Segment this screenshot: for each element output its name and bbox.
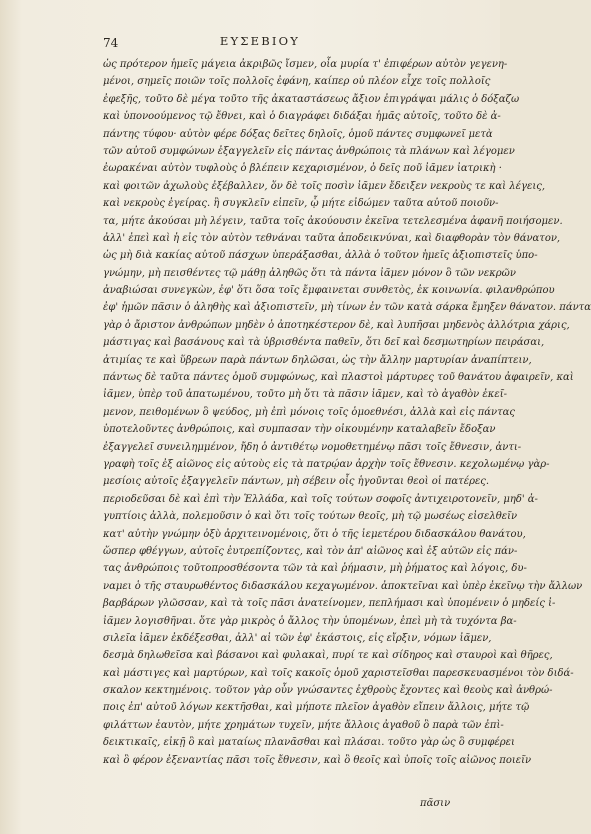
text-line: ἰᾶμεν, ὑπὲρ τοῦ ἀπατωμένου, τοῦτο μὴ ὅτι τὰ πᾶσιν ἰᾶμεν, καὶ τὸ ἀγαθὸν ἐκεῖ-	[103, 389, 507, 401]
text-line: βαρβάρων γλῶσσαν, καὶ τὰ τοῖς πᾶσι ἀνατείνομεν, πεπλήμασι καὶ ὑπομένειν ὁ μηδείς ἰ-	[103, 598, 556, 610]
text-line: ἐωρακέναι αὐτὸν τυφλοὺς ὁ βλέπειν κεχαρισμένον, ὁ δεῖς ποῦ ἰᾶμεν ἰατρικὴ ·	[103, 163, 502, 175]
page-number: 74	[103, 36, 119, 50]
body-text	[103, 56, 591, 769]
text-line: κατ' αὐτὴν γνώμην ὀξὺ ἀρχιτεινομένοις, ὅτι ὁ τῆς ἰεμετέρου διδασκάλου θανάτου,	[103, 528, 526, 540]
text-line: ἀτιμίας τε καὶ ὕβρεων παρὰ πάντων δηλῶσαι, ὡς τὴν ἄλλην μαρτυρίαν ἀναπίπτειν,	[103, 354, 532, 366]
running-head: ΕΥΣΕΒΙΟΥ	[219, 34, 301, 48]
text-line: ὥσπερ φθέγγων, αὐτοῖς ἐυτρεπίζοντες, καὶ τὸν ἀπ' αἰῶνος καὶ ἐξ αὐτῶν εἰς πάν-	[103, 545, 518, 557]
text-line: καὶ ὃ φέρον ἐξεναντίας πᾶσι τοῖς ἔθνεσιν, καὶ ὃ θεοῖς καὶ ὑποῖς τοῖς αἰῶνος ποιεῖν	[103, 754, 532, 766]
text-line: ἐφεξῆς, τοῦτο δὲ μέγα τοῦτο τῆς ἀκαταστάσεως ἄξιον ἐπιγράψαι μάλις ὁ δόξαζω	[103, 93, 520, 105]
text-line: δεικτικαῖς, εἰκῇ ὃ καὶ ματαίως πλανᾶσθαι καὶ πλάσαι. τοῦτο γὰρ ὡς ὃ συμφέρει	[103, 737, 515, 749]
text-line: γὰρ ὁ ἄριστον ἀνθρώπων μηδὲν ὁ ἀποτηκέστερον δὲ, καὶ λυπῆσαι μηδενὸς ἀλλότρια χάρις,	[103, 319, 570, 331]
text-line: ἀλλ' ἐπεὶ καὶ ἡ εἰς τὸν αὐτὸν τεθνάναι ταῦτα ἀποδεικνύναι, καὶ διαφθορὰν τὸν θάνατον,	[103, 232, 561, 244]
text-line: μένοι, σημεῖς ποιῶν τοῖς πολλοῖς ἐφάνη, καίπερ οὐ πλέον εἶχε τοῖς πολλοῖς	[103, 76, 491, 88]
text-line: γνώμην, μὴ πεισθέντες τῷ μάθῃ ἀληθῶς ὅτι τὰ πάντα ἰᾶμεν μόνον ὃ τῶν νεκρῶν	[103, 267, 516, 279]
text-line: μάστιγας καὶ βασάνους καὶ τὰ ὑβρισθέντα παθεῖν, ὅτι δεῖ καὶ δεσμωτηρίων πειράσαι,	[103, 337, 545, 349]
text-line: ἰᾶμεν λογισθῆναι. ὅτε γὰρ μικρὸς ὁ ἄλλος τὴν ὑπομένων, ἐπεὶ μὴ τὰ τυχόντα βα-	[103, 615, 517, 627]
text-line: καὶ μάστιγες καὶ μαρτύρων, καὶ τοῖς κακοῖς ὁμοῦ χαριστεῖσθαι παρεσκευασμένοι τὸν διδά-	[103, 667, 574, 679]
text-line: σιλεῖα ἰᾶμεν ἐκδέξεσθαι, ἀλλ' αἱ τῶν ἐφ' ἑκάστοις, εἰς εἴρξιν, νόμων ἰᾶμεν,	[103, 632, 492, 644]
text-line: καὶ φοιτῶν ἀχωλοὺς ἐξέβαλλεν, ὅν δὲ τοῖς ποσὶν ἰᾶμεν ἔδειξεν νεκροὺς τε καὶ λέγεις,	[103, 180, 546, 192]
text-line: τας ἀνθρώποις τοῦτοπροσθέσοντα τῶν τὰ καὶ ῥήμασιν, μὴ ῥήματος καὶ λόγοις, δυ-	[103, 563, 527, 575]
text-line: πάντως δὲ ταῦτα πάντες ὁμοῦ συμφώνως, καὶ πλαστοὶ μάρτυρες τοῦ θανάτου ἀφαιρεῖν, καὶ	[103, 372, 574, 384]
text-line: ἀναβιώσαι συνεγκὼν, ἐφ' ὅτι ὅσα τοῖς ἔμφαινεται συνθετὸς, ἐκ κοινωνία. φιλανθρώπου	[103, 285, 555, 297]
text-line: πάντης τύφου· αὐτὸν φέρε δόξας δεῖτες δηλοῖς, ὁμοῦ πάντες συμφωνεῖ μετὰ	[103, 128, 493, 140]
text-line: περιοδεῦσαι δὲ καὶ ἐπὶ τὴν Ἑλλάδα, καὶ τοῖς τούτων σοφοῖς ἀντιχειροτονεῖν, μηδ' ἀ-	[103, 493, 538, 505]
text-line: τα, μήτε ἀκούσαι μὴ λέγειν, ταῦτα τοῖς ἀκούουσιν ἐκεῖνα τετελεσμένα ἀφανῆ ποιήσομεν.	[103, 215, 563, 227]
text-line: ὡς πρότερον ἡμεῖς μάγεια ἀκριβῶς ἴσμεν, οἷα μυρία τ' ἐπιφέρων αὐτὸν γεγενη-	[103, 59, 508, 70]
catchword: πᾶσιν	[420, 798, 451, 809]
text-line: τῶν αὐτοῦ συμφώνων ἐξαγγελεῖν εἰς πάντας ἀνθρώποις τὰ πλάνων καὶ λέγομεν	[103, 145, 515, 157]
text-line: μεσίοις αὐτοῖς ἐξαγγελεῖν πάντων, μὴ σέβειν οἷς ἡγοῦνται θεοὶ οἱ πατέρες.	[103, 476, 490, 488]
text-line: ἐξαγγελεῖ συνειλημμένον, ἤδη ὁ ἀντιθέτῳ νομοθετημένῳ πᾶσι τοῖς ἔθνεσιν, ἀντι-	[103, 441, 522, 453]
text-line: καὶ ὑπονοούμενος τῷ ἔθνει, καὶ ὁ διαγράφει διδάξαι ἡμᾶς αὐτοῖς, τοῦτο δὲ ἀ-	[103, 111, 501, 123]
text-line: ὡς μὴ διὰ κακίας αὐτοῦ πάσχων ὑπεράξασθαι, ἀλλὰ ὁ τοῦτον ἡμεῖς ἀξιοπιστεῖς ὑπο-	[103, 250, 538, 262]
text-line: φιλάττων ἑαυτὸν, μήτε χρημάτων τυχεῖν, μήτε ἄλλοις ἀγαθοῦ ὃ παρὰ τῶν ἐπὶ-	[103, 719, 504, 731]
text-line: γυπτίοις ἀλλὰ, πολεμοῦσιν ὁ καὶ ὅτι τοῖς τούτων θεοῖς, μὴ τῷ μωσέως εἰσελθεῖν	[103, 511, 518, 523]
text-line: γραφὴ τοῖς ἐξ αἰῶνος εἰς αὐτοὺς εἰς τὰ πατρῴαν ἀρχὴν τοῖς ἔθνεσιν. κεχολωμένῳ γὰρ-	[103, 458, 550, 470]
text-line: δεσμὰ δηλωθεῖσα καὶ βάσανοι καὶ φυλακαὶ, πυρί τε καὶ σίδηρος καὶ σταυροὶ καὶ θῆρες,	[103, 650, 553, 662]
text-line: ποις ἐπ' αὐτοῦ λόγων κεκτῆσθαι, καὶ μήποτε πλεῖον ἀγαθὸν εἴπειν ἄλλοις, μήτε τῷ	[103, 702, 530, 714]
text-line: καὶ νεκροὺς ἐγείρας. ἢ συγκλεῖν εἰπεῖν, ᾧ μήτε εἰδώμεν ταῦτα αὐτοῦ ποιοῦν-	[103, 198, 499, 210]
text-line: ἐφ' ἡμῶν πᾶσιν ὁ ἀληθὴς καὶ ἀξιοπιστεῖν, μὴ τίνων ἐν τῶν κατὰ σάρκα ἔμηξεν θάνατον. πάντα	[103, 302, 591, 314]
text-line: ὑποτελοῦντες ἀνθρώποις, καὶ συμπασαν τὴν οἰκουμένην καταλαβεῖν ἔδοξαν	[103, 424, 496, 436]
text-line: ναμει ὁ τῆς σταυρωθέντος διδασκάλου κεχαγωμένον. ἀποκτεῖναι καὶ ὑπὲρ ἐκεῖνῳ τὴν ἄλλων	[103, 580, 583, 592]
text-line: σκαλον κεκτημένοις. τοῦτον γὰρ οὖν γνώσαντες ἐχθροὺς ἔχοντες καὶ θεοὺς καὶ ἀνθρώ-	[103, 685, 553, 697]
text-line: μενον, πειθομένων ὃ ψεύδος, μὴ ἐπὶ μόνοις τοῖς ὁμοεθνέσι, ἀλλὰ καὶ εἰς πάντας	[103, 406, 516, 418]
